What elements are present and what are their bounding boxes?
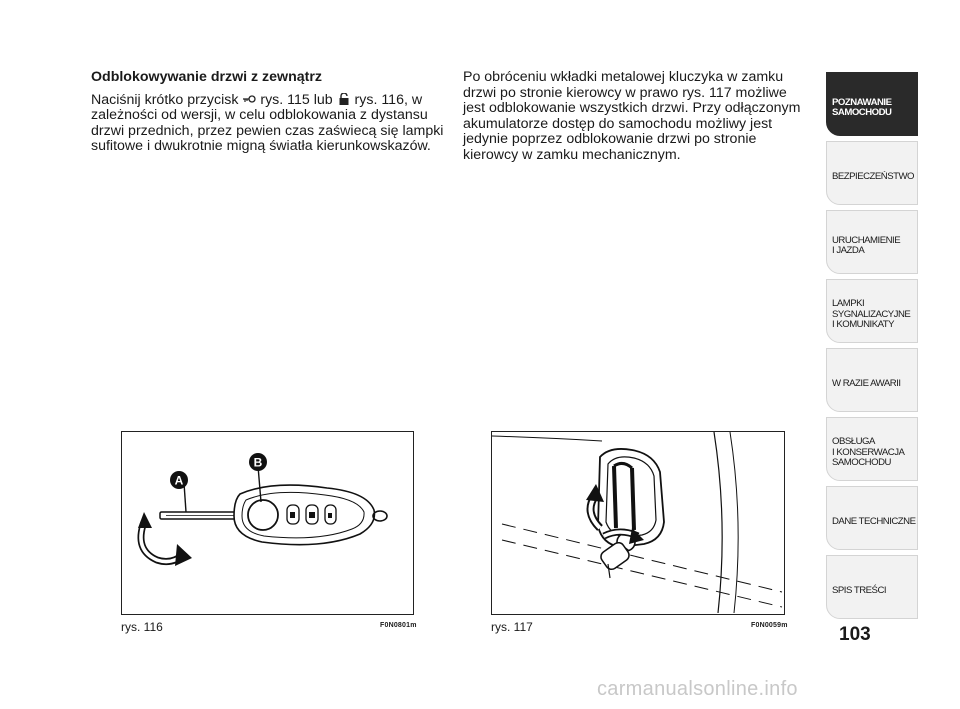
tab-obsluga-i-konserwacja[interactable]: OBSŁUGA I KONSERWACJA SAMOCHODU bbox=[826, 417, 918, 481]
text-part1: Naciśnij krótko przycisk bbox=[91, 91, 239, 108]
right-paragraph: Po obróceniu wkładki metalowej kluczyka w zamku drzwi po stronie kierowcy w prawo rys. 117 możliwe jest odblokowanie wszystkich drzwi. Przy odłączonym akumulatorze dostęp do samochodu możliwy jest jedynie poprzez odblokowanie drzwi po stronie kierowcy w zamku mechanicznym. bbox=[463, 69, 801, 163]
figure-117 bbox=[491, 431, 785, 615]
figure-116 bbox=[121, 431, 414, 615]
figure-117-caption: rys. 117 bbox=[491, 620, 533, 634]
figure-117-code: F0N0059m bbox=[751, 622, 788, 629]
right-column bbox=[463, 70, 808, 164]
text-part2: rys. 115 lub bbox=[260, 91, 333, 108]
tab-bezpieczenstwo[interactable]: BEZPIECZEŃSTWO bbox=[826, 141, 918, 205]
tab-poznawanie-samochodu[interactable]: POZNAWANIE SAMOCHODU bbox=[826, 72, 918, 136]
left-paragraph bbox=[91, 93, 446, 155]
tab-spis-tresci[interactable]: SPIS TREŚCI bbox=[826, 555, 918, 619]
text-rest: w zależności od wersji, w celu odblokowania z dystansu drzwi przednich, przez pewien czas zaświecą się lampki sufitowe i dwukrotnie migną światła kierunkowskazów. bbox=[91, 91, 444, 155]
padlock-open-icon bbox=[337, 93, 351, 105]
section-heading: Odblokowywanie drzwi z zewnątrz bbox=[91, 69, 322, 85]
key-unlock-icon bbox=[242, 93, 256, 105]
tab-uruchamienie-i-jazda[interactable]: URUCHAMIENIE I JAZDA bbox=[826, 210, 918, 274]
tab-w-razie-awarii[interactable]: W RAZIE AWARII bbox=[826, 348, 918, 412]
text-part3: rys. 116, bbox=[354, 91, 408, 108]
key-fob-illustration bbox=[122, 432, 412, 613]
figure-116-code: F0N0801m bbox=[380, 622, 417, 629]
callout-a: A bbox=[174, 473, 184, 488]
figure-116-caption: rys. 116 bbox=[121, 620, 163, 634]
watermark: carmanualsonline.info bbox=[597, 678, 798, 700]
callout-b: B bbox=[253, 455, 263, 470]
left-column bbox=[91, 70, 446, 155]
page-number: 103 bbox=[839, 624, 871, 645]
door-lock-illustration bbox=[492, 432, 783, 613]
tab-lampki-sygnalizacyjne[interactable]: LAMPKI SYGNALIZACYJNE I KOMUNIKATY bbox=[826, 279, 918, 343]
tab-dane-techniczne[interactable]: DANE TECHNICZNE bbox=[826, 486, 918, 550]
section-tabs bbox=[826, 72, 918, 624]
